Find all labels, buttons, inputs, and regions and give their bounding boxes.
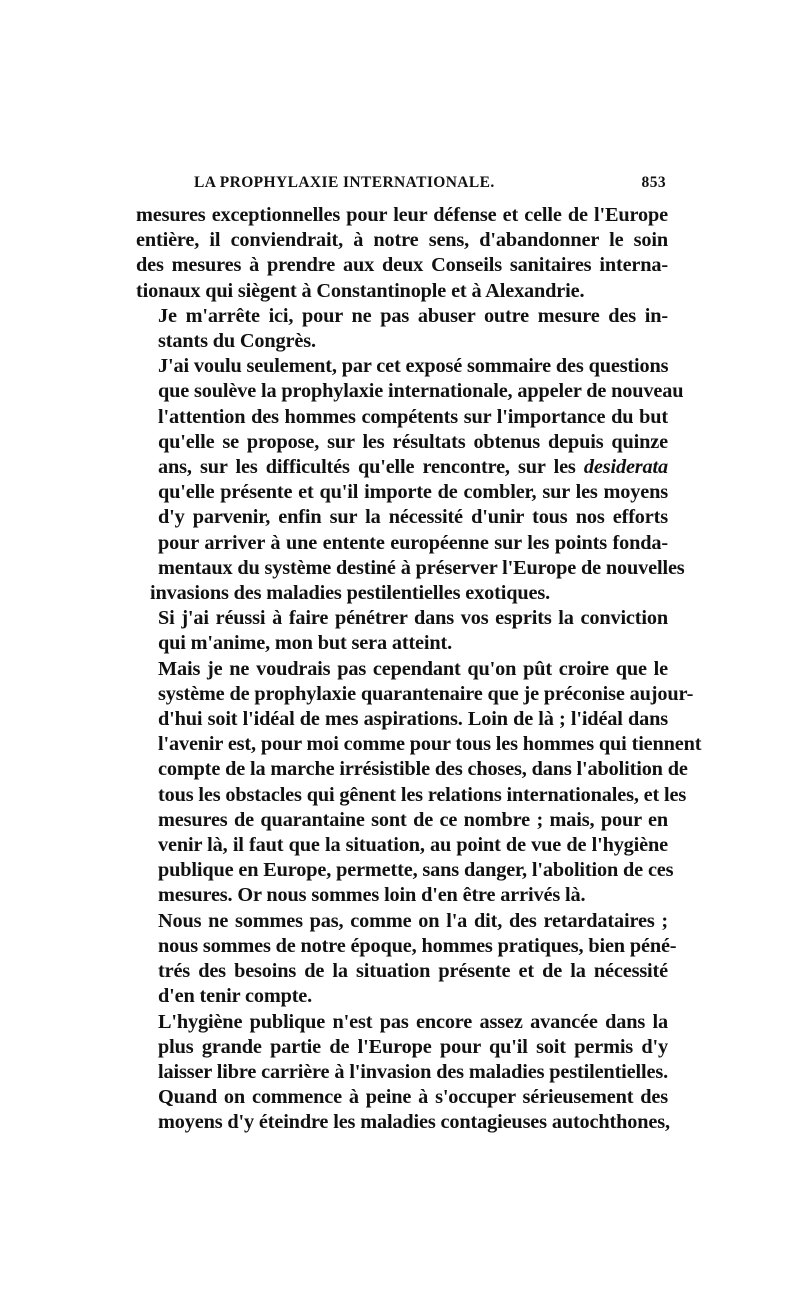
text-line: moyens d'y éteindre les maladies contagieuses autochthones, [158,1111,670,1134]
text-line: qu'elle présente et qu'il importe de combler, sur les moyens [158,481,668,504]
text-line: trés des besoins de la situation présente et de la nécessité [158,960,668,983]
text-line: J'ai voulu seulement, par cet exposé sommaire des questions [158,355,669,378]
text-line: mesures de quarantaine sont de ce nombre ; mais, pour en [158,808,668,831]
text-line: Je m'arrête ici, pour ne pas abuser outre mesure des in- [158,304,668,327]
text-line: d'y parvenir, enfin sur la nécessité d'unir tous nos efforts [158,506,668,529]
paragraph [136,1010,668,1136]
running-header [136,174,666,198]
body-text [136,203,702,1136]
text-line: compte de la marche irrésistible des choses, dans l'abolition de [158,758,688,781]
text-line: l'avenir est, pour moi comme pour tous les hommes qui tiennent [158,733,702,756]
text-line: stants du Congrès. [158,330,316,353]
text-line: venir là, il faut que la situation, au point de vue de l'hygiène [158,834,668,857]
text-line: pour arriver à une entente européenne sur les points fonda- [158,531,668,554]
text-line: d'en tenir compte. [158,985,313,1008]
text-line: tionaux qui siègent à Constantinople et à Alexandrie. [136,279,585,302]
text-line: des mesures à prendre aux deux Conseils sanitaires interna- [136,254,668,277]
text-line: Mais je ne voudrais pas cependant qu'on pût croire que le [158,657,668,680]
text-line: système de prophylaxie quarantenaire que je préconise aujour- [158,682,694,705]
text-line: d'hui soit l'idéal de mes aspirations. Loin de là ; l'idéal dans [158,708,668,731]
text-line: Nous ne sommes pas, comme on l'a dit, des retardataires ; [158,909,668,932]
text-line: plus grande partie de l'Europe pour qu'il soit permis d'y [158,1035,668,1058]
text-line: mesures exceptionnelles pour leur défense et celle de l'Europe [136,204,668,226]
text-line: tous les obstacles qui gênent les relations internationales, et les [158,783,687,806]
text-line: l'attention des hommes compétents sur l'importance du but [158,405,668,428]
page-number: 853 [641,174,666,191]
text-line: Si j'ai réussi à faire pénétrer dans vos esprits la conviction [158,607,668,630]
text-line: qui m'anime, mon but sera atteint. [158,632,453,655]
text-line: que soulève la prophylaxie internationale, appeler de nouveau [158,380,684,403]
paragraph [136,354,685,606]
text-line: invasions des maladies pestilentielles exotiques. [150,582,550,605]
text-line: L'hygiène publique n'est pas encore assez avancée dans la [158,1010,668,1033]
text-line [136,455,668,480]
paragraph [136,657,702,909]
paragraph [136,304,668,354]
text-line: publique en Europe, permette, sans danger, l'abolition de ces [158,859,674,882]
text-line: nous sommes de notre époque, hommes pratiques, bien péné- [158,934,677,957]
text-line: mesures. Or nous sommes loin d'en être arrivés là. [158,884,586,907]
text-line: entière, il conviendrait, à notre sens, d'abandonner le soin [136,229,668,252]
paragraph [136,203,668,304]
text-line: qu'elle se propose, sur les résultats obtenus depuis quinze [158,430,668,453]
paragraph [136,909,677,1010]
text-line: laisser libre carrière à l'invasion des maladies pestilentielles. [158,1060,668,1083]
italic-term: desiderata [583,456,669,479]
running-title: LA PROPHYLAXIE INTERNATIONALE. [194,174,495,191]
text-line: mentaux du système destiné à préserver l'Europe de nouvelles [158,556,685,579]
text-fragment: ans, sur les difficultés qu'elle rencontre, sur les [158,456,576,479]
paragraph [136,606,668,656]
text-line: Quand on commence à peine à s'occuper sérieusement des [158,1086,668,1109]
